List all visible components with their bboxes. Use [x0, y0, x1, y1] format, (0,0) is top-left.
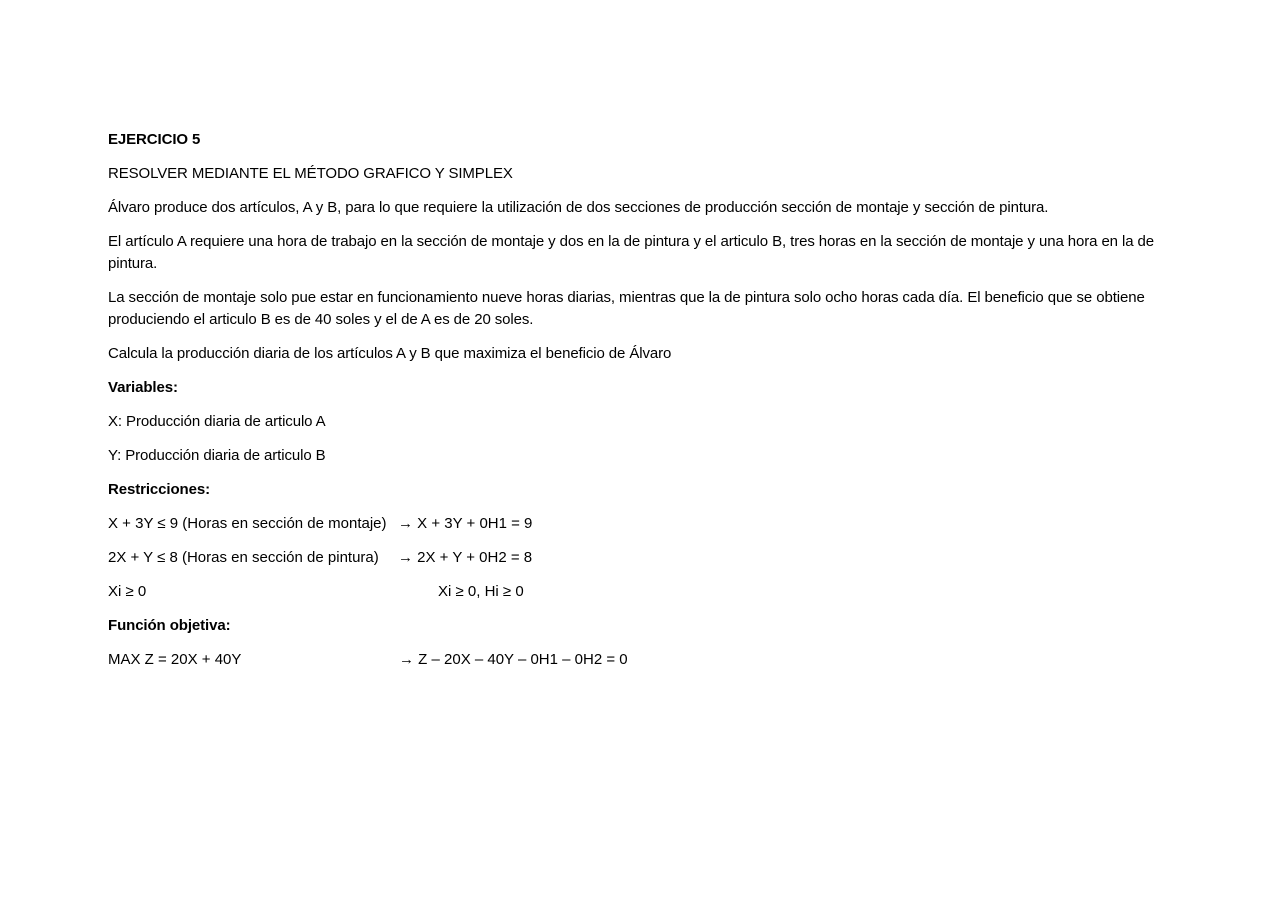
restrictions-heading: Restricciones:: [108, 481, 210, 498]
objective-function: MAX Z = 20X + 40Y: [108, 651, 242, 668]
document-body: [108, 129, 1172, 683]
problem-paragraph: El artículo A requiere una hora de trabajo en la sección de montaje y dos en la de pintura y el articulo B, tres horas en la sección de montaje y una hora en la de pintura.: [108, 233, 1155, 272]
variable-item: Y: Producción diaria de articulo B: [108, 447, 326, 464]
objective-heading: Función objetiva:: [108, 617, 231, 634]
exercise-instruction: RESOLVER MEDIANTE EL MÉTODO GRAFICO Y SIMPLEX: [108, 165, 513, 182]
problem-paragraph: La sección de montaje solo pue estar en funcionamiento nueve horas diarias, mientras que la de pintura solo ocho horas cada día. El beneficio que se obtiene produciendo el articulo B es de 40 soles y el de A es de 20 soles.: [108, 289, 1145, 328]
objective-row: [108, 649, 1172, 671]
restriction-inequality: 2X + Y ≤ 8 (Horas en sección de pintura): [108, 549, 379, 566]
problem-paragraph: Álvaro produce dos artículos, A y B, para lo que requiere la utilización de dos secciones de producción sección de montaje y sección de pintura.: [108, 199, 1049, 216]
restriction-standard-form: Xi ≥ 0, Hi ≥ 0: [438, 583, 524, 600]
variable-item: X: Producción diaria de articulo A: [108, 413, 326, 430]
variables-heading: Variables:: [108, 379, 178, 396]
objective-standard-form: → Z – 20X – 40Y – 0H1 – 0H2 = 0: [399, 651, 628, 668]
restriction-row: [108, 513, 1172, 535]
restriction-inequality: Xi ≥ 0: [108, 583, 147, 600]
restriction-standard-form: → X + 3Y + 0H1 = 9: [398, 515, 533, 532]
restriction-inequality: X + 3Y ≤ 9 (Horas en sección de montaje): [108, 515, 387, 532]
restriction-row: [108, 581, 1172, 603]
exercise-title: EJERCICIO 5: [108, 131, 201, 148]
restriction-row: [108, 547, 1172, 569]
problem-paragraph: Calcula la producción diaria de los artículos A y B que maximiza el beneficio de Álvaro: [108, 345, 672, 362]
restriction-standard-form: → 2X + Y + 0H2 = 8: [398, 549, 533, 566]
